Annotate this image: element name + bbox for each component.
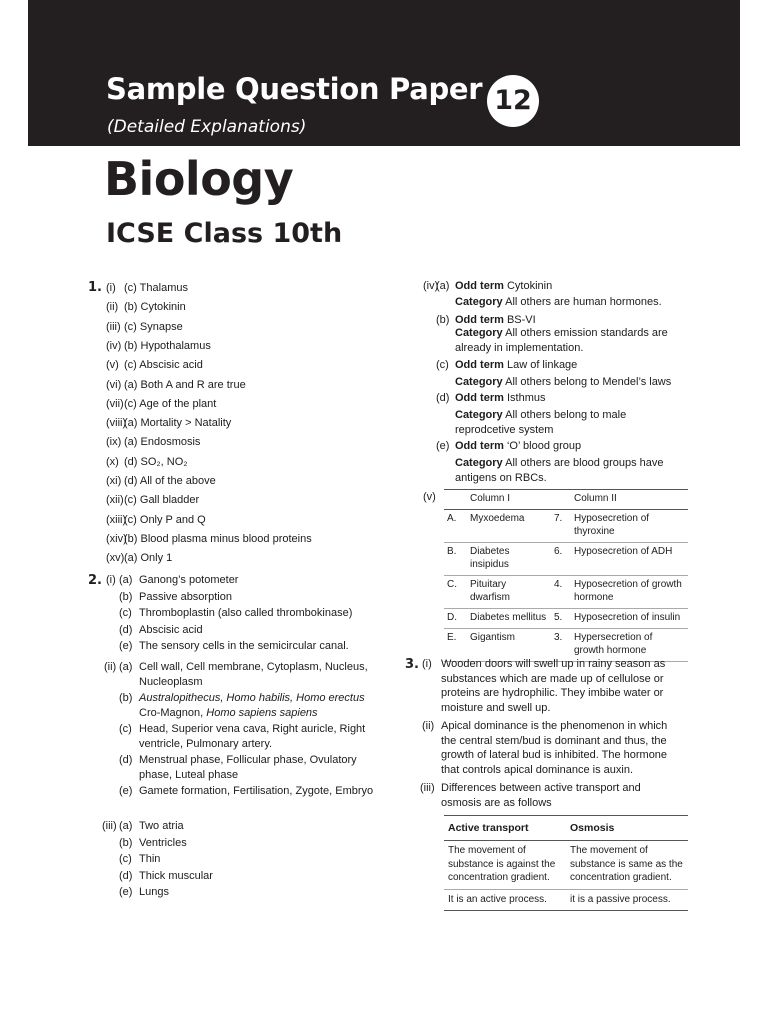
comparison-table — [444, 815, 688, 911]
table-row — [444, 609, 688, 629]
item-label: (iii) — [106, 320, 121, 333]
sub-question-label: (v) — [423, 491, 436, 503]
answer-text: (b) Cytokinin — [124, 301, 186, 314]
item-label: (ii) — [106, 301, 119, 314]
table-header-row — [444, 816, 688, 841]
question-number: 1. — [88, 280, 102, 295]
option-label: (d) — [119, 754, 133, 766]
answer-text: Passive absorption — [139, 590, 232, 603]
answer-text: Lungs — [139, 886, 169, 899]
table-cell: A. — [444, 510, 467, 543]
table-cell: Hyposecretion of insulin — [571, 609, 688, 629]
option-label: (e) — [119, 785, 133, 797]
table-cell: The movement of substance is against the concentration gradient. — [448, 845, 556, 884]
option-label: (b) — [119, 692, 133, 704]
paper-subtitle: (Detailed Explanations) — [107, 117, 307, 137]
category-text: Category All others are blood groups have antigens on RBCs. — [455, 457, 664, 484]
table-header-cell: Column II — [571, 490, 688, 510]
table-row — [444, 576, 688, 609]
table-cell: D. — [444, 609, 467, 629]
answer-text: Thin — [139, 853, 161, 866]
table-cell: 5. — [551, 609, 571, 629]
answer-text: Abscisic acid — [139, 623, 203, 636]
odd-term: Odd term ‘O’ blood group — [455, 440, 582, 452]
category-text: Category All others belong to male reprodcetive system — [455, 409, 627, 436]
table-row — [444, 543, 688, 576]
class-title: ICSE Class 10th — [106, 218, 343, 249]
answer-text: Wooden doors will swell up in rainy season as substances which are made up of cellulose or proteins are hydrophilic. They imbibe water or moisture and swell up. — [441, 658, 666, 714]
table-cell: it is a passive process. — [570, 893, 671, 905]
table-header-cell: Active transport — [444, 816, 566, 841]
table-header-cell: Osmosis — [566, 816, 688, 841]
table-cell: E. — [444, 629, 467, 662]
answer-text: (c) Thalamus — [124, 282, 188, 294]
answer-text: The sensory cells in the semicircular canal. — [139, 640, 349, 652]
question-number: 2. — [88, 573, 102, 588]
table-cell: Hyposecretion of ADH — [571, 543, 688, 576]
item-label: (viii) — [106, 417, 127, 430]
answer-text: Gamete formation, Fertilisation, Zygote, Embryo — [139, 785, 374, 797]
table-header-cell: Column I — [467, 490, 551, 510]
odd-term: Odd term Law of linkage — [455, 359, 578, 371]
answer-text: Ganong’s potometer — [139, 574, 239, 586]
option-label: (c) — [436, 359, 449, 371]
option-label: (c) — [119, 723, 132, 735]
item-label: (c) — [119, 853, 132, 866]
table-cell: Pituitary dwarfism — [467, 576, 551, 609]
table-cell: 7. — [551, 510, 571, 543]
answer-text: Thick muscular — [139, 869, 213, 882]
item-label: (x) — [106, 455, 119, 468]
odd-term: Odd term Isthmus — [455, 392, 546, 404]
answer-text: (a) Mortality > Natality — [124, 417, 232, 430]
answer-text: Apical dominance is the phenomenon in which the central stem/bud is dominant and thus, the growth of lateral bud is inhibited. The hormone that controls apical dominance is auxin. — [441, 720, 668, 776]
table-row — [444, 510, 688, 543]
answer-text: (c) Synapse — [124, 320, 183, 333]
sub-question-label: (i) — [106, 574, 116, 586]
answer-text: Australopithecus, Homo habilis, Homo erectus Cro-Magnon, Homo sapiens sapiens — [139, 692, 365, 719]
answer-text: Differences between active transport and osmosis are as follows — [441, 782, 641, 809]
table-cell: Hyposecretion of growth hormone — [571, 576, 688, 609]
answer-text: (c) Age of the plant — [124, 397, 217, 410]
answer-text: (b) Hypothalamus — [124, 339, 211, 352]
answer-text: Thromboplastin (also called thrombokinase) — [139, 607, 353, 619]
odd-term: Odd term BS-VI — [455, 314, 536, 326]
option-label: (e) — [436, 440, 450, 452]
answer-text: (c) Abscisic acid — [124, 359, 203, 372]
item-label: (xv) — [106, 552, 125, 565]
answer-text: Menstrual phase, Follicular phase, Ovulatory phase, Luteal phase — [139, 754, 357, 781]
category-text: Category All others emission standards are already in implementation. — [455, 327, 668, 354]
answer-text: (a) Only 1 — [124, 552, 173, 565]
answer-text: (a) Both A and R are true — [124, 378, 246, 391]
item-label: (a) — [119, 574, 133, 586]
sub-question-label: (iii) — [102, 820, 117, 832]
answer-text: Two atria — [139, 820, 184, 832]
item-label: (xiii) — [106, 513, 127, 526]
question-number: 3. — [405, 657, 419, 672]
paper-number-badge: 12 — [487, 75, 539, 127]
item-label: (b) — [119, 836, 133, 849]
table-cell: It is an active process. — [448, 893, 547, 905]
item-label: (a) — [119, 820, 133, 832]
answer-text: (c) Gall bladder — [124, 494, 200, 507]
table-cell: Diabetes mellitus — [467, 609, 551, 629]
table-cell: 3. — [551, 629, 571, 662]
table-cell: Gigantism — [467, 629, 551, 662]
item-label: (ix) — [106, 436, 122, 449]
table-cell: C. — [444, 576, 467, 609]
item-label: (vii) — [106, 397, 124, 410]
option-label: (a) — [119, 661, 133, 673]
paper-title: Sample Question Paper — [106, 72, 483, 106]
table-row — [444, 889, 688, 911]
answer-text: Head, Superior vena cava, Right auricle, Right ventricle, Pulmonary artery. — [139, 723, 366, 750]
table-cell: Hyposecretion of thyroxine — [571, 510, 688, 543]
item-label: (xii) — [106, 494, 124, 507]
option-label: (d) — [436, 392, 450, 404]
item-label: (v) — [106, 359, 119, 372]
table-row — [444, 841, 688, 890]
item-label: (e) — [119, 640, 133, 652]
item-label: (c) — [119, 607, 132, 619]
option-label: (a) — [436, 280, 450, 292]
answer-text: (d) SO₂, NO₂ — [124, 455, 188, 468]
matching-table — [444, 489, 688, 662]
item-label: (b) — [119, 590, 133, 603]
table-cell: Diabetes insipidus — [467, 543, 551, 576]
matching-table-body — [444, 510, 688, 662]
table-cell: B. — [444, 543, 467, 576]
answer-text: (b) Blood plasma minus blood proteins — [124, 532, 312, 545]
option-label: (b) — [436, 314, 450, 326]
item-label: (d) — [119, 869, 133, 882]
answer-text: (a) Endosmosis — [124, 436, 201, 449]
answer-text: Ventricles — [139, 836, 187, 849]
item-label: (xiv) — [106, 532, 127, 545]
sub-question-label: (i) — [422, 658, 432, 670]
answer-text: Cell wall, Cell membrane, Cytoplasm, Nucleus, Nucleoplasm — [139, 661, 368, 688]
answer-text: (c) Only P and Q — [124, 513, 206, 526]
category-text: Category All others belong to Mendel’s laws — [455, 376, 672, 388]
category-text: Category All others are human hormones. — [455, 296, 662, 308]
item-label: (e) — [119, 886, 133, 899]
table-cell: Hypersecretion of growth hormone — [571, 629, 688, 662]
table-cell: The movement of substance is same as the concentration gradient. — [570, 845, 683, 884]
sub-question-label: (iii) — [420, 782, 435, 794]
subject-title: Biology — [104, 152, 294, 206]
table-cell: Myxoedema — [467, 510, 551, 543]
table-header-cell — [444, 490, 467, 510]
sub-question-label: (iv) — [423, 280, 439, 292]
item-label: (i) — [106, 282, 116, 294]
table-cell: 4. — [551, 576, 571, 609]
table-cell: 6. — [551, 543, 571, 576]
sub-question-label: (ii) — [104, 661, 117, 673]
item-label: (xi) — [106, 475, 122, 487]
item-label: (vi) — [106, 378, 122, 391]
table-header-cell — [551, 490, 571, 510]
answer-text: (d) All of the above — [124, 475, 216, 487]
table-header-row — [444, 490, 688, 510]
item-label: (d) — [119, 623, 133, 636]
item-label: (iv) — [106, 339, 122, 352]
sub-question-label: (ii) — [422, 720, 435, 732]
odd-term: Odd term Cytokinin — [455, 280, 553, 292]
